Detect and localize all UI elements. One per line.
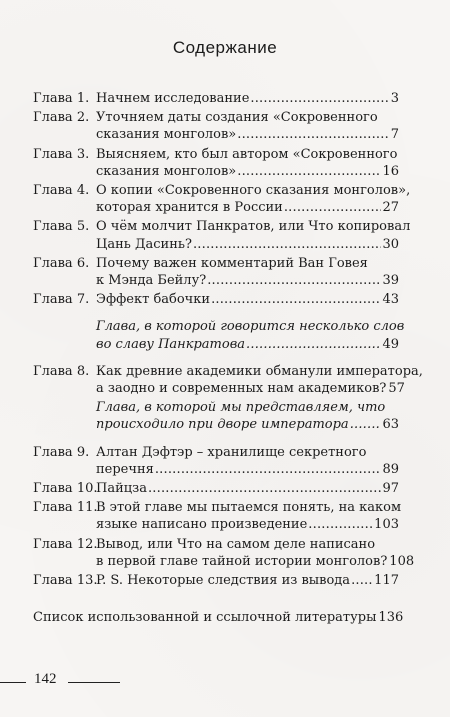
dot-leader <box>350 416 382 433</box>
chapter-title: а заодно и современных нам академиков? <box>96 381 387 397</box>
chapter-number: Глава 9. <box>33 444 90 460</box>
page-number: 89 <box>382 461 399 477</box>
page-number: 3 <box>390 91 399 106</box>
chapter-number: Глава 1. <box>33 91 90 106</box>
toc-entry-chapter-3[interactable] <box>33 146 399 180</box>
chapter-number: Глава 6. <box>33 255 90 271</box>
chapter-title: P. S. Некоторые следствия из вывода <box>96 573 351 589</box>
toc-entry-chapter-11[interactable] <box>33 499 402 533</box>
toc-entry-chapter-9[interactable] <box>33 444 399 478</box>
chapter-title: сказания монголов» <box>96 163 237 179</box>
dot-leader <box>211 291 381 308</box>
page-number: 43 <box>382 292 399 308</box>
dot-leader <box>351 572 373 589</box>
chapter-title: происходило при дворе императора <box>96 417 349 433</box>
chapter-number <box>33 318 96 352</box>
toc-entry-chapter-2[interactable] <box>33 109 399 143</box>
toc-entry-chapter-13[interactable] <box>33 572 399 589</box>
toc-entry-chapter-12[interactable] <box>33 536 415 570</box>
chapter-number <box>33 399 96 433</box>
chapter-title-line: Выясняем, кто был автором «Сокровенного <box>96 146 398 162</box>
chapter-title: перечня <box>96 461 154 477</box>
page-number: 27 <box>382 200 399 216</box>
toc-entry-chapter-4[interactable] <box>33 182 411 216</box>
page-number: 97 <box>382 481 399 497</box>
bibliography-title: Список использованной и ссылочной литературы <box>33 610 377 626</box>
chapter-number: Глава 8. <box>33 363 90 379</box>
footer-rule-left <box>0 682 26 683</box>
page-number: 57 <box>388 381 405 397</box>
page-number: 39 <box>382 273 399 289</box>
toc-entry-chapter-6[interactable] <box>33 255 399 289</box>
chapter-title-line: Почему важен комментарий Ван Говея <box>96 255 368 271</box>
chapter-title: Пайцза <box>96 481 147 497</box>
page-number: 103 <box>374 517 399 533</box>
dot-leader <box>284 199 382 216</box>
toc-entry-chapter-10[interactable] <box>33 480 399 497</box>
page-number: 136 <box>378 610 404 626</box>
chapter-number: Глава 12. <box>33 536 98 552</box>
chapter-title: к Мэнда Бейлу? <box>96 273 207 289</box>
chapter-title-line: Вывод, или Что на самом деле написано <box>96 536 376 552</box>
table-of-contents <box>33 90 423 626</box>
chapter-title: Начнем исследование <box>96 91 250 106</box>
page-number: 49 <box>382 336 399 352</box>
chapter-number: Глава 10. <box>33 481 98 497</box>
chapter-title-line: Глава, в которой говорится несколько слов <box>96 319 405 335</box>
chapter-title-line: Глава, в которой мы представляем, что <box>96 400 386 416</box>
toc-entry-interlude-court[interactable] <box>33 399 399 433</box>
page-number: 63 <box>382 417 399 433</box>
dot-leader <box>148 480 382 497</box>
chapter-title-line: Алтан Дэфтэр – хранилище секретного <box>96 444 367 460</box>
chapter-title-line: Уточняем даты создания «Сокровенного <box>96 110 378 126</box>
dot-leader <box>193 236 382 253</box>
chapter-number: Глава 3. <box>33 146 90 162</box>
chapter-title: которая хранится в России <box>96 200 283 216</box>
dot-leader <box>237 126 389 143</box>
toc-entry-chapter-7[interactable] <box>33 291 399 308</box>
page-title: Содержание <box>172 38 278 57</box>
toc-entry-chapter-5[interactable] <box>33 218 411 252</box>
toc-entry-chapter-1[interactable] <box>33 90 399 107</box>
toc-entry-chapter-8[interactable] <box>33 363 423 397</box>
chapter-title-line: Как древние академики обманули императора, <box>96 363 423 379</box>
toc-entry-bibliography[interactable] <box>33 609 404 626</box>
dot-leader <box>237 163 381 180</box>
page-number: 117 <box>374 573 399 589</box>
chapter-number: Глава 5. <box>33 219 90 235</box>
page-number: 7 <box>390 127 399 143</box>
chapter-title-line: О копии «Сокровенного сказания монголов», <box>96 183 411 199</box>
chapter-title: языке написано произведение <box>96 517 308 533</box>
chapter-title: Цань Дасинь? <box>96 236 192 252</box>
toc-entry-interlude-pankratov[interactable] <box>33 318 405 352</box>
chapter-title: сказания монголов» <box>96 127 237 143</box>
dot-leader <box>155 461 382 478</box>
chapter-title: в первой главе тайной истории монголов? <box>96 553 388 569</box>
page-number: 30 <box>382 236 399 252</box>
chapter-number: Глава 4. <box>33 183 90 199</box>
page-number: 108 <box>389 553 415 569</box>
chapter-title: Эффект бабочки <box>96 292 211 308</box>
chapter-number: Глава 13. <box>33 573 98 589</box>
page-folio-number: 142 <box>34 671 57 687</box>
page-number: 16 <box>382 163 399 179</box>
chapter-number: Глава 7. <box>33 292 90 308</box>
dot-leader <box>308 516 373 533</box>
chapter-number: Глава 2. <box>33 110 90 126</box>
chapter-number: Глава 11. <box>33 500 98 516</box>
dot-leader <box>246 336 381 353</box>
footer-rule-right <box>68 682 120 683</box>
dot-leader <box>207 272 381 289</box>
dot-leader <box>250 90 389 107</box>
chapter-title: во славу Панкратова <box>96 336 246 352</box>
chapter-title-line: В этой главе мы пытаемся понять, на каком <box>96 500 402 516</box>
chapter-title-line: О чём молчит Панкратов, или Что копировал <box>96 219 411 235</box>
